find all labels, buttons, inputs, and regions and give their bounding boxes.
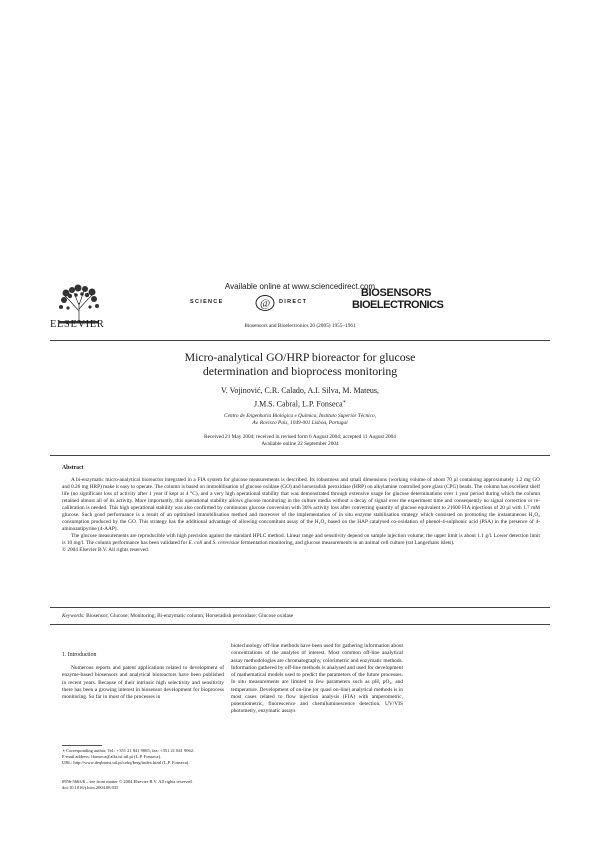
- abstract-paragraph-1: A bi-enzymatic micro-analytical bioreactor integrated in a FIA system for glucose measurements is described. Its robustness and small dimensions (working volume of about 70 μl containing approximately 1.2 mg GO and 0.26 mg HRP) make it easy to operate. The column is based on immobilisation of glucose oxidase (GO) and horseradish peroxidase (HRP) on alkylamine controlled pore glass (CPG) beads. The column has excellent shelf life (no significant loss of activity after 1 year if kept at 4 °C), and a very high operational stability that was demonstrated through extensive usage for glucose determinations over 1 year period during which the column retained almost all of its activity. More importantly, this operational stability allows glucose monitoring in the culture media without a decay of signal over the experiment time and consequently no signal correction or re-calibration is needed. This high operational stability was also confirmed by continuous glucose conversion with 30% activity loss after converting quantity of glucose equivalent to 21600 FIA injections of 20 μl with 1.7 mM glucose. Such good performance is a result of an optimised immobilisation method and moreover of the implementation of in situ enzyme stabilisation strategy which consisted on promoting the instantaneous H₂O₂ consumption produced by the GO. This strategy has the additional advantage of allowing concomitant assay of the H₂O₂ based on the HAP catalysed co-oxidation of phenol-4-sulphonic acid (PSA) in the presence of 4-aminoantipyrine (4-AAP).: [62, 477, 540, 532]
- sciencedirect-at-icon: [254, 294, 276, 312]
- journal-logo-line1: BIOSENSORS: [360, 287, 432, 299]
- keywords-label: Keywords:: [62, 613, 85, 619]
- journal-citation: Biosensors and Bioelectronics 20 (2005) 1955–1961: [244, 323, 356, 329]
- issn-line: 0956-5663/$ – see front matter © 2004 Elsevier B.V. All rights reserved.: [62, 779, 193, 784]
- body-left-column: [62, 665, 224, 701]
- ecoli-term: E. coli: [188, 540, 203, 546]
- abstract-copyright: © 2004 Elsevier B.V. All rights reserved.: [62, 547, 150, 553]
- scerevisiae-term: S. cerevisiae: [212, 540, 240, 546]
- footnote-corresponding: ∗ Corresponding author. Tel.: +351 21 841 9065; fax: +351 21 841 9062.: [62, 748, 195, 753]
- journal-logo-line2: BIOELECTRONICS: [352, 299, 444, 311]
- intro-paragraph-right: biotechnology off-line methods have been used for gathering information about concentrations of the analytes of interest. Most common off-line analytical assay methodologies are chromatography, colorimetric and enzymatic methods. Information gathered by off-line methods is analysed and used for development of mathematical models used to predict the parameters of the future processes. In situ measurements are limited to few parameters such as pH, pO₂, and temperature. Development of on-line (or quasi on-line) analytical methods is in most cases related to flow injection analysis (FIA) with amperometric, potentiometric, fluorescence and chemiluminescence detection, UV/VIS photometry, enzymatic assays: [231, 643, 403, 715]
- corresponding-author-mark: ∗: [342, 400, 347, 405]
- sciencedirect-logo: [190, 294, 360, 312]
- article-title: [0, 350, 600, 378]
- dates-line-2: Available online 22 September 2004: [261, 441, 339, 447]
- svg-text:@: @: [259, 297, 271, 310]
- sciencedirect-right-text: DIRECT: [279, 299, 308, 305]
- authors-line-2: J.M.S. Cabral, L.P. Fonseca: [253, 399, 343, 409]
- footnote-email: E-mail address: lfonseca@alfa.ist.utl.pt (L.P. Fonseca).: [62, 754, 162, 760]
- keywords-top-rule: [50, 607, 550, 608]
- author-list: [0, 385, 600, 411]
- authors-line-2-wrap: [0, 397, 600, 411]
- doi-line: doi:10.1016/j.bios.2004.08.035: [62, 785, 119, 791]
- body-right-column: [231, 643, 403, 716]
- keywords-line: [62, 613, 540, 619]
- keywords-bottom-rule: [50, 624, 550, 625]
- dates-line-1: Received 21 May 2004; received in revised form 6 August 2004; accepted 11 August 2004: [204, 434, 396, 440]
- front-matter-info: [62, 779, 232, 791]
- title-line-2: determination and bioprocess monitoring: [202, 364, 398, 378]
- header-rule: [50, 340, 550, 341]
- footnote-rule: [62, 745, 102, 746]
- keywords-text: Biosensor; Glucose; Monitoring; Bi-enzymatic column; Horseradish peroxidase; Glucose oxidase: [86, 613, 294, 619]
- footnote-url: URL: http://www.deqbioist.utl.pt/cebq/berg/index.html (L.P. Fonseca).: [62, 760, 190, 766]
- section-heading-introduction: 1. Introduction: [62, 652, 97, 658]
- journal-logo: [352, 287, 444, 311]
- abstract-body: [62, 477, 540, 554]
- abstract-top-rule: [50, 455, 550, 456]
- abstract-paragraph-2: The glucose measurements are reproducible with high precision against the standard HPLC method. Linear range and sensitivity depend on sample injection volume; the upper limit is about 1.1 g/l. Lower detection limit is 10 mg/l. The column performance has been validated for E. coli and S. cerevisiae fermentation monitoring, and glucose measurements in an animal cell culture (rat Langerhans islets).: [62, 533, 540, 546]
- article-dates: [0, 434, 600, 448]
- sciencedirect-left-text: SCIENCE: [190, 299, 224, 305]
- available-online-line: Available online at www.sciencedirect.com: [224, 282, 376, 291]
- title-line-1: Micro-analytical GO/HRP bioreactor for glucose: [184, 350, 416, 364]
- authors-line-1: V. Vojinović, C.R. Calado, A.I. Silva, M. Mateus,: [220, 386, 379, 395]
- affiliation-line-1: Centro de Engenharia Biológica e Química, Instituto Superior Técnico,: [224, 413, 376, 419]
- intro-paragraph-left: Numerous reports and patent applications related to development of enzyme-based biosensors and analytical bioreactors have been published in recent years. Because of their intrinsic high selectivity and sensitivity there has been a growing interest in biosensor development for bioprocess monitoring. So far in most of the processes in: [62, 665, 224, 700]
- abstract-heading: Abstract: [62, 465, 84, 471]
- footnotes: [62, 748, 227, 766]
- affiliation: [0, 413, 600, 427]
- publisher-name: ELSEVIER: [50, 319, 105, 330]
- affiliation-line-2: Av. Rovisco Pais, 1049-001 Lisboa, Portugal: [252, 420, 348, 426]
